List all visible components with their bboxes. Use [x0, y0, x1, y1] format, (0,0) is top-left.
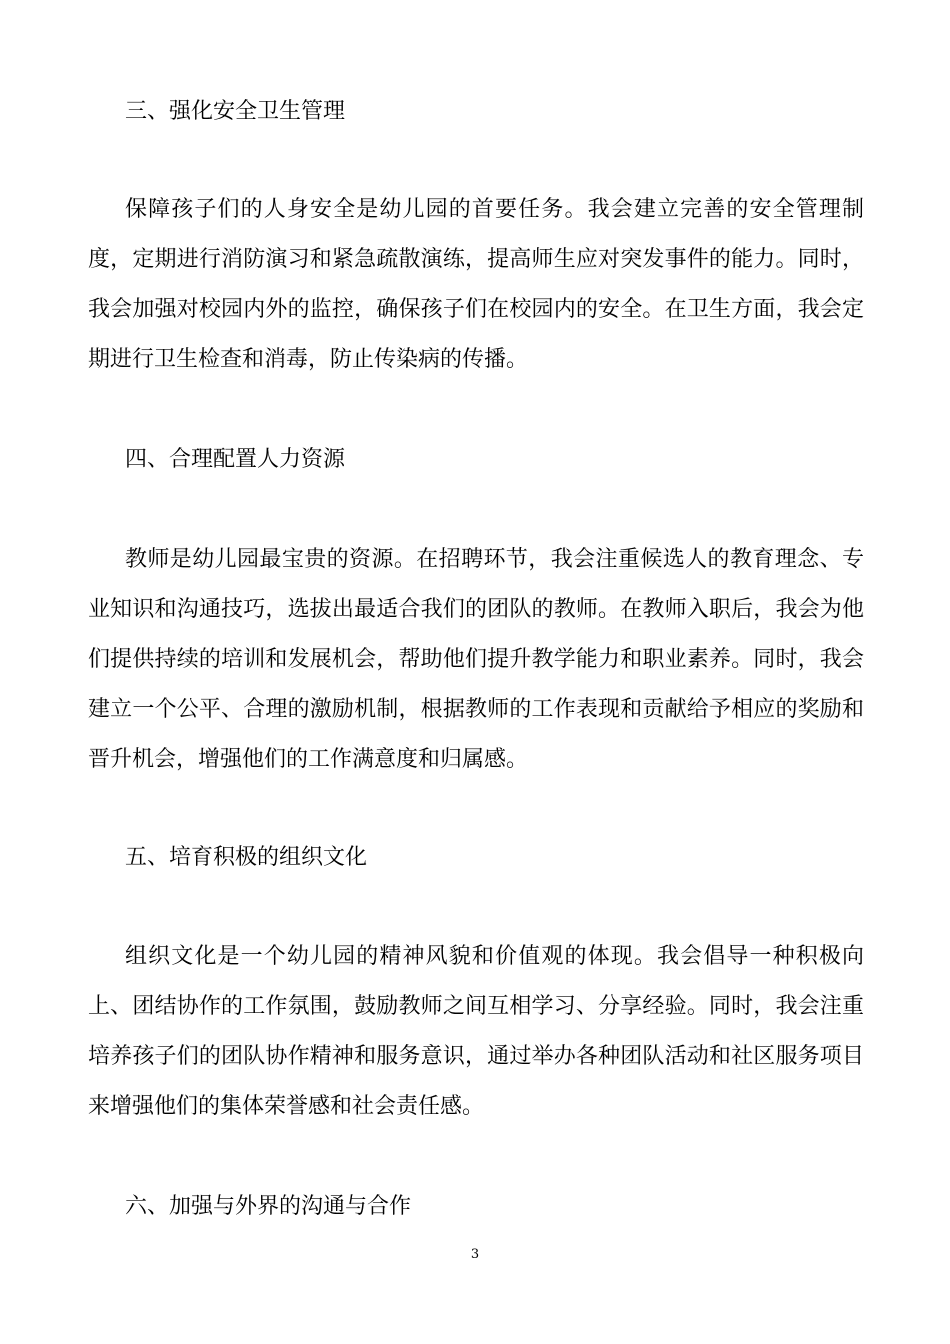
- section-heading-5: 五、培育积极的组织文化: [125, 845, 368, 870]
- section-paragraph-3: 保障孩子们的人身安全是幼儿园的首要任务。我会建立完善的安全管理制度，定期进行消防演习和紧急疏散演练，提高师生应对突发事件的能力。同时，我会加强对校园内外的监控，确保孩子们在校园内的安全。在卫生方面，我会定期进行卫生检查和消毒，防止传染病的传播。: [88, 197, 864, 372]
- section-paragraph-5: 组织文化是一个幼儿园的精神风貌和价值观的体现。我会倡导一种积极向上、团结协作的工作氛围，鼓励教师之间互相学习、分享经验。同时，我会注重培养孩子们的团队协作精神和服务意识，通过举办各种团队活动和社区服务项目来增强他们的集体荣誉感和社会责任感。: [88, 944, 864, 1119]
- section-heading-6: 六、加强与外界的沟通与合作: [125, 1194, 412, 1219]
- section-heading-4: 四、合理配置人力资源: [125, 447, 346, 472]
- section-paragraph-4: 教师是幼儿园最宝贵的资源。在招聘环节，我会注重候选人的教育理念、专业知识和沟通技巧，选拔出最适合我们的团队的教师。在教师入职后，我会为他们提供持续的培训和发展机会，帮助他们提升教学能力和职业素养。同时，我会建立一个公平、合理的激励机制，根据教师的工作表现和贡献给予相应的奖励和晋升机会，增强他们的工作满意度和归属感。: [88, 547, 864, 772]
- page-number: 3: [470, 1247, 480, 1262]
- section-heading-3: 三、强化安全卫生管理: [125, 99, 346, 124]
